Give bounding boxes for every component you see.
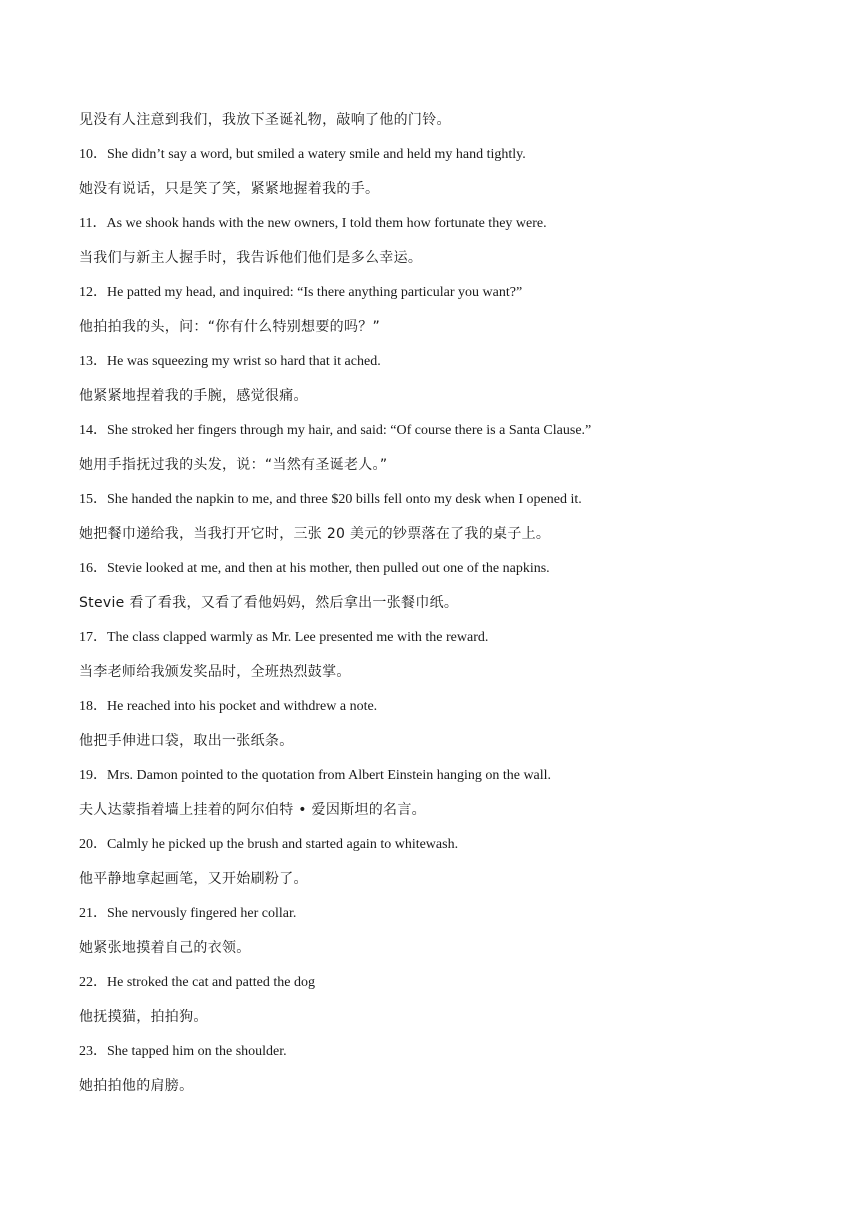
text-line: 他抚摸猫，拍拍狗。 [79, 1009, 208, 1025]
text-line: 她紧张地摸着自己的衣领。 [79, 940, 251, 956]
text-line: 18．He reached into his pocket and withdrew a note. [79, 698, 378, 714]
text-line: 17．The class clapped warmly as Mr. Lee presented me with the reward. [79, 629, 489, 645]
text-line: 19．Mrs. Damon pointed to the quotation from Albert Einstein hanging on the wall. [79, 767, 552, 783]
text-line: 他把手伸进口袋，取出一张纸条。 [79, 733, 294, 749]
sentence-list [79, 108, 799, 1109]
text-line: 11．As we shook hands with the new owners, I told them how fortunate they were. [79, 215, 547, 231]
text-line: 他平静地拿起画笔，又开始刷粉了。 [79, 871, 308, 887]
text-line: 16．Stevie looked at me, and then at his mother, then pulled out one of the napkins. [79, 560, 550, 576]
text-line: 夫人达蒙指着墙上挂着的阿尔伯特 • 爱因斯坦的名言。 [79, 802, 426, 818]
text-line: 13．He was squeezing my wrist so hard that it ached. [79, 353, 381, 369]
text-line: 12．He patted my head, and inquired: “Is there anything particular you want?” [79, 284, 523, 300]
text-line: 22．He stroked the cat and patted the dog [79, 974, 315, 990]
text-line: 他拍拍我的头，问：“你有什么特别想要的吗？” [79, 319, 381, 335]
text-line: 20．Calmly he picked up the brush and started again to whitewash. [79, 836, 459, 852]
text-line: 她把餐巾递给我，当我打开它时，三张 20 美元的钞票落在了我的桌子上。 [79, 526, 551, 542]
text-line: 21．She nervously fingered her collar. [79, 905, 297, 921]
text-line: 见没有人注意到我们，我放下圣诞礼物，敲响了他的门铃。 [79, 112, 451, 128]
text-line: 她用手指抚过我的头发，说：“当然有圣诞老人。” [79, 457, 388, 473]
text-line: 她没有说话，只是笑了笑，紧紧地握着我的手。 [79, 181, 380, 197]
text-line: 14．She stroked her fingers through my hair, and said: “Of course there is a Santa Clause.” [79, 422, 592, 438]
text-line: 她拍拍他的肩膀。 [79, 1078, 194, 1094]
text-line: 当李老师给我颁发奖品时，全班热烈鼓掌。 [79, 664, 351, 680]
text-line: Stevie 看了看我，又看了看他妈妈，然后拿出一张餐巾纸。 [79, 595, 459, 611]
text-line: 当我们与新主人握手时，我告诉他们他们是多么幸运。 [79, 250, 423, 266]
text-line: 10．She didn’t say a word, but smiled a watery smile and held my hand tightly. [79, 146, 526, 162]
text-line: 他紧紧地捏着我的手腕，感觉很痛。 [79, 388, 308, 404]
text-line: 23．She tapped him on the shoulder. [79, 1043, 287, 1059]
text-line: 15．She handed the napkin to me, and three $20 bills fell onto my desk when I opened it. [79, 491, 582, 507]
